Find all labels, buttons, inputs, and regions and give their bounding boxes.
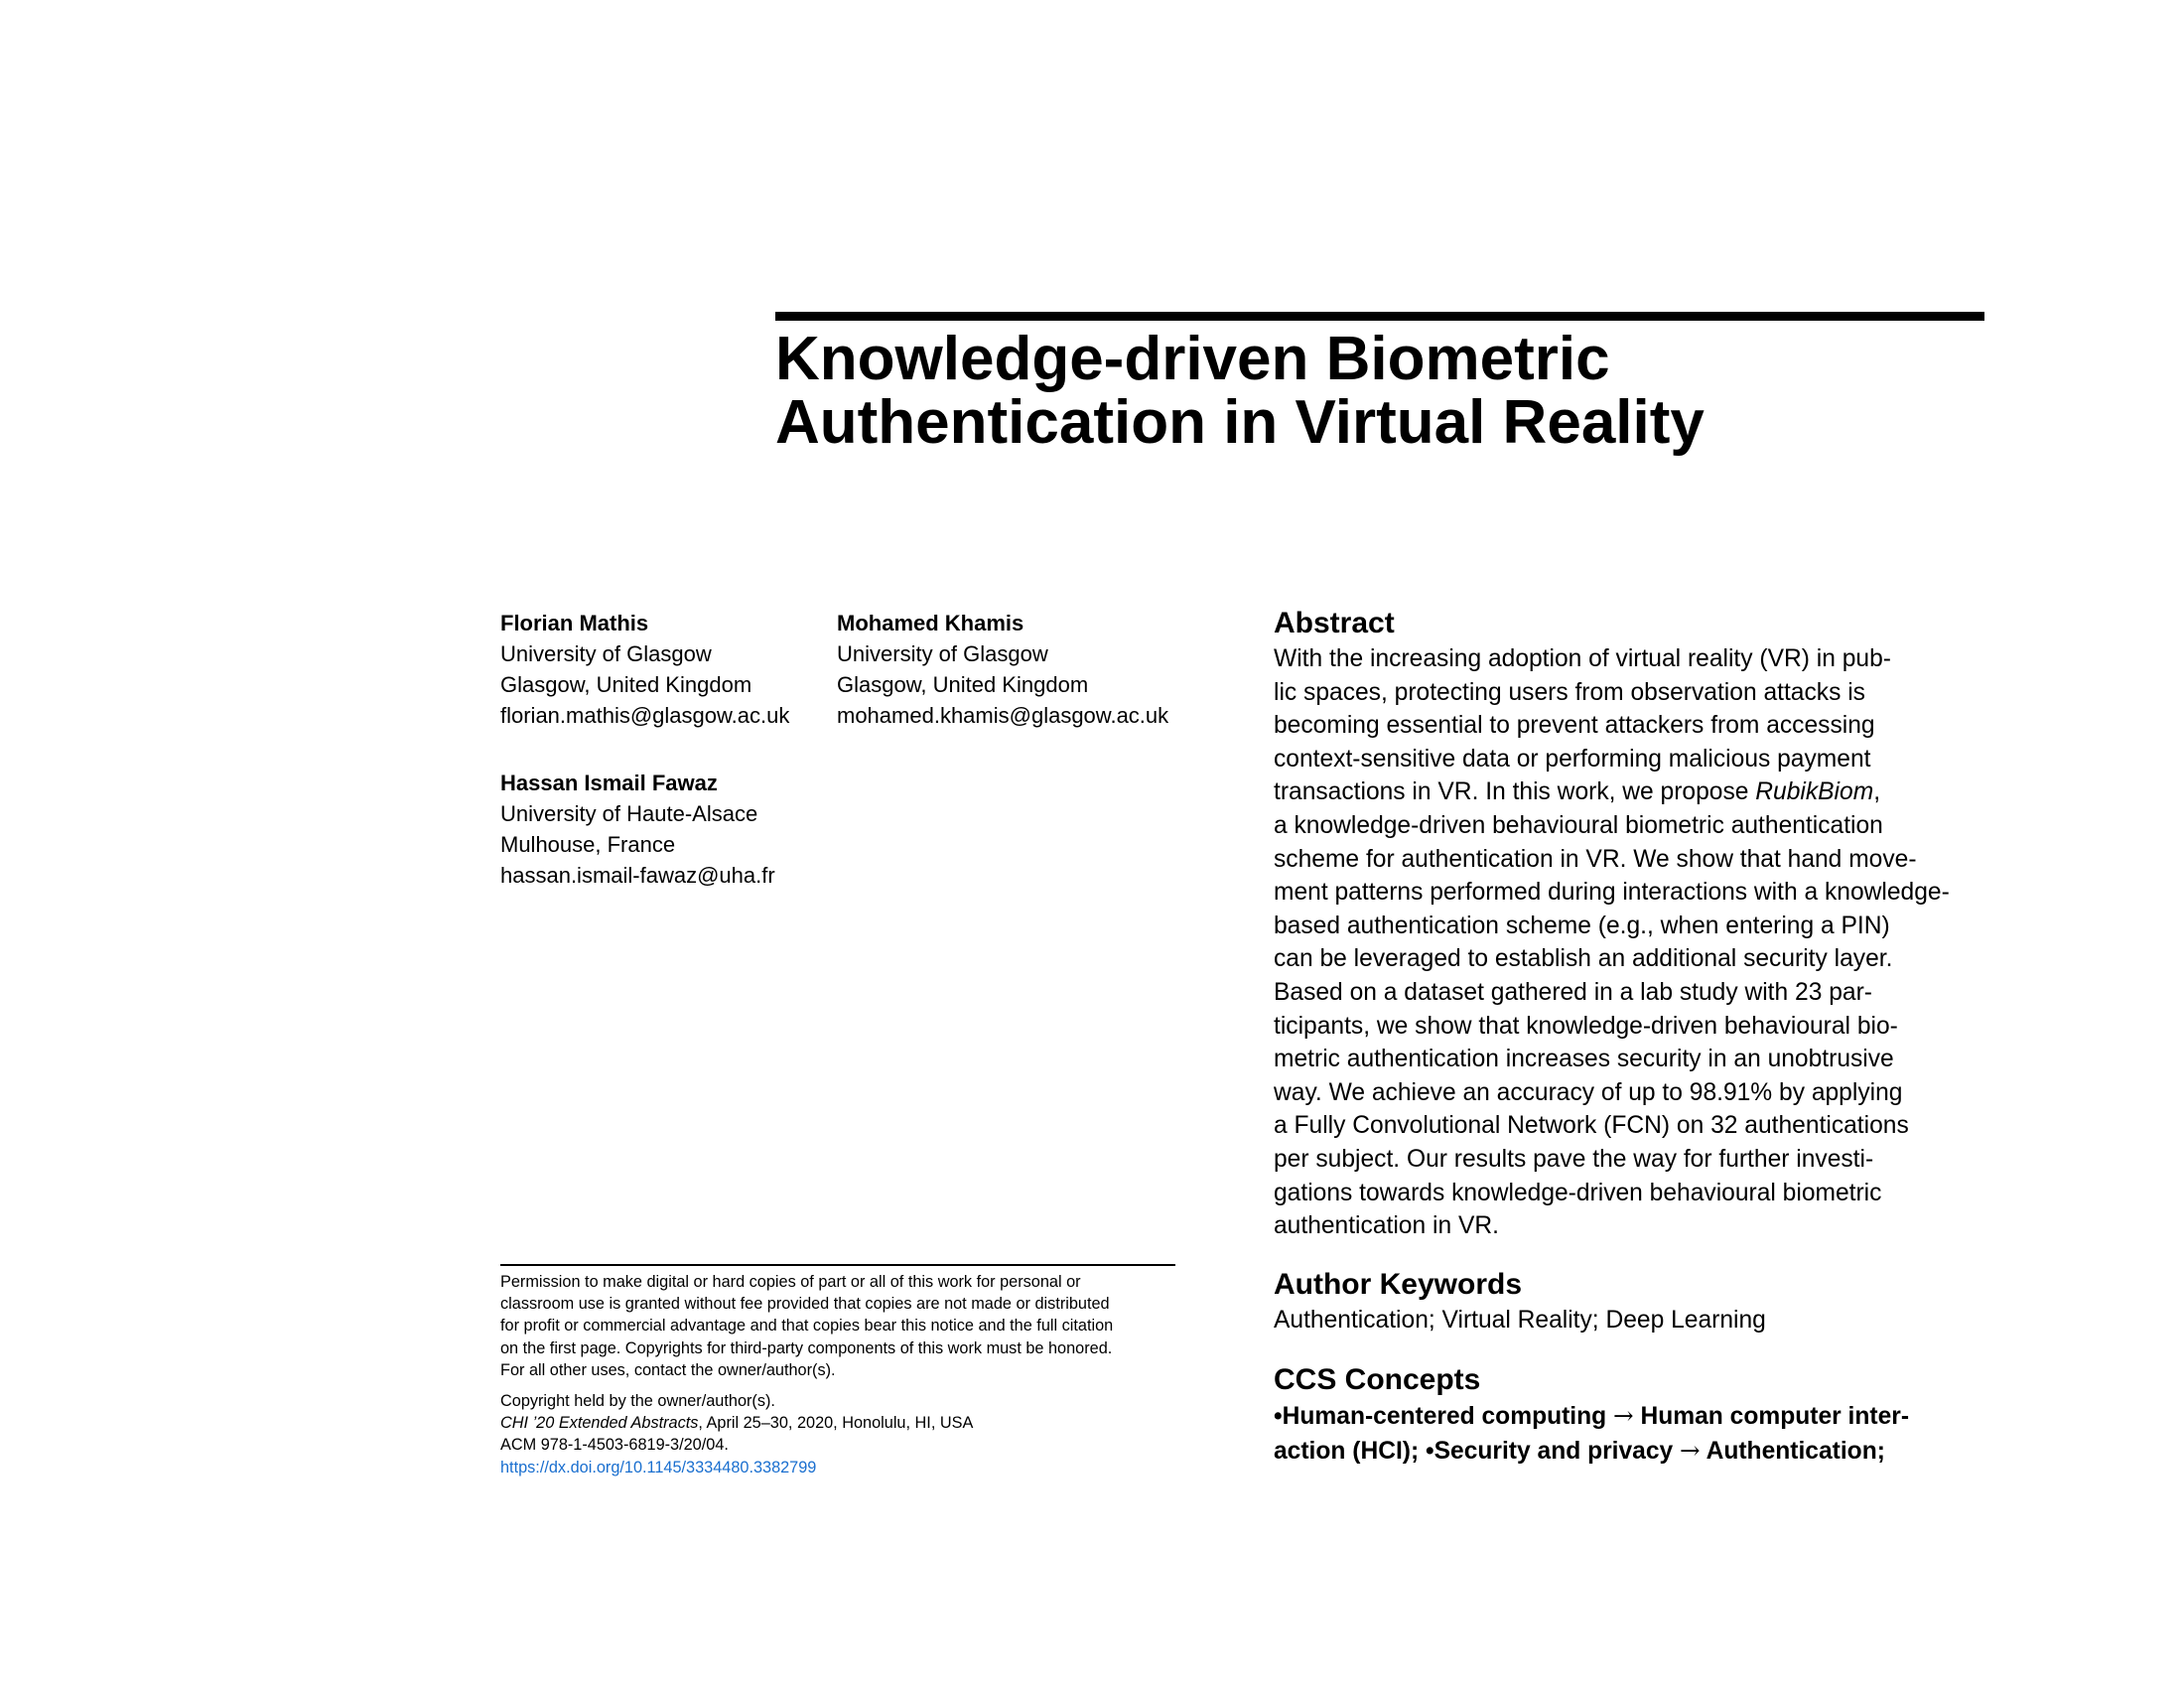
- author-affiliation: University of Glasgow: [500, 641, 712, 666]
- isbn-line: ACM 978-1-4503-6819-3/20/04.: [500, 1436, 729, 1455]
- venue-details: , April 25–30, 2020, Honolulu, HI, USA: [698, 1414, 974, 1433]
- scheme-name: RubikBiom: [1755, 778, 1874, 806]
- right-arrow-icon: →: [1680, 1435, 1701, 1465]
- keywords-text: Authentication; Virtual Reality; Deep Learning: [1274, 1307, 1766, 1334]
- title-line-1: Knowledge-driven Biometric: [775, 325, 1610, 393]
- copyright-line: Copyright held by the owner/author(s).: [500, 1392, 775, 1410]
- ccs-concept: •Human-centered computing: [1274, 1403, 1614, 1430]
- abstract-heading: Abstract: [1274, 607, 1395, 639]
- abstract-line: based authentication scheme (e.g., when entering a PIN): [1274, 912, 1890, 939]
- venue-line: [500, 1412, 973, 1434]
- abstract-line: can be leveraged to establish an additional security layer.: [1274, 945, 1893, 973]
- abstract-line: way. We achieve an accuracy of up to 98.91% by applying: [1274, 1078, 1903, 1106]
- permission-line: on the first page. Copyrights for third-party components of this work must be honored.: [500, 1338, 1113, 1357]
- author-email[interactable]: florian.mathis@glasgow.ac.uk: [500, 703, 790, 728]
- ccs-concepts: [1274, 1399, 1909, 1468]
- author-email[interactable]: hassan.ismail-fawaz@uha.fr: [500, 863, 775, 888]
- author-block: [500, 608, 789, 731]
- venue-name: CHI ’20 Extended Abstracts: [500, 1414, 699, 1433]
- abstract-line: a Fully Convolutional Network (FCN) on 32 authentications: [1274, 1112, 1909, 1140]
- abstract-line: per subject. Our results pave the way for further investi-: [1274, 1145, 1874, 1173]
- keywords-heading: Author Keywords: [1274, 1268, 1523, 1301]
- author-name: Mohamed Khamis: [837, 611, 1024, 635]
- doi-link[interactable]: https://dx.doi.org/10.1145/3334480.3382799: [500, 1458, 817, 1477]
- author-name: Florian Mathis: [500, 611, 649, 635]
- abstract-line: With the increasing adoption of virtual reality (VR) in pub-: [1274, 645, 1891, 672]
- abstract-line: Based on a dataset gathered in a lab study with 23 par-: [1274, 978, 1872, 1006]
- abstract-line: metric authentication increases security in an unobtrusive: [1274, 1046, 1894, 1073]
- abstract-line: scheme for authentication in VR. We show that hand move-: [1274, 845, 1917, 873]
- permission-line: Permission to make digital or hard copies of part or all of this work for personal or: [500, 1273, 1081, 1291]
- footnote-rule: [500, 1264, 1175, 1266]
- permission-line: For all other uses, contact the owner/author(s).: [500, 1360, 836, 1379]
- permission-line: for profit or commercial advantage and that copies bear this notice and the full citation: [500, 1317, 1114, 1336]
- abstract-line: a knowledge-driven behavioural biometric authentication: [1274, 811, 1883, 839]
- author-location: Mulhouse, France: [500, 832, 676, 857]
- abstract-line-text: transactions in VR. In this work, we propose: [1274, 778, 1756, 806]
- ccs-concept: Human computer inter-: [1633, 1403, 1910, 1430]
- abstract-line: context-sensitive data or performing malicious payment: [1274, 745, 1871, 773]
- scheme-suffix: ,: [1873, 778, 1881, 806]
- author-location: Glasgow, United Kingdom: [500, 672, 752, 697]
- title-line-2: Authentication in Virtual Reality: [775, 388, 1705, 457]
- abstract-body: [1274, 642, 1950, 1243]
- author-block: [500, 768, 775, 891]
- right-arrow-icon: →: [1613, 1401, 1634, 1430]
- author-block: [837, 608, 1168, 731]
- permission-line: classroom use is granted without fee provided that copies are not made or distributed: [500, 1295, 1110, 1314]
- paper-title: [775, 325, 1986, 457]
- ccs-line: [1274, 1399, 1909, 1434]
- abstract-line: ment patterns performed during interactions with a knowledge-: [1274, 879, 1950, 907]
- author-affiliation: University of Haute-Alsace: [500, 801, 758, 826]
- ccs-heading: CCS Concepts: [1274, 1363, 1481, 1396]
- ccs-concept: action (HCI); •Security and privacy: [1274, 1437, 1681, 1465]
- publication-info: [500, 1390, 973, 1478]
- title-rule: [775, 312, 1984, 321]
- ccs-line: [1274, 1434, 1909, 1469]
- abstract-line: [1274, 775, 1950, 809]
- abstract-line: becoming essential to prevent attackers from accessing: [1274, 712, 1875, 740]
- abstract-line: lic spaces, protecting users from observation attacks is: [1274, 678, 1865, 706]
- author-affiliation: University of Glasgow: [837, 641, 1048, 666]
- author-location: Glasgow, United Kingdom: [837, 672, 1089, 697]
- abstract-line: ticipants, we show that knowledge-driven behavioural bio-: [1274, 1012, 1898, 1040]
- abstract-line: authentication in VR.: [1274, 1212, 1499, 1240]
- permission-notice: [500, 1271, 1195, 1381]
- author-name: Hassan Ismail Fawaz: [500, 771, 718, 795]
- abstract-line: gations towards knowledge-driven behavioural biometric: [1274, 1179, 1882, 1206]
- author-email[interactable]: mohamed.khamis@glasgow.ac.uk: [837, 703, 1169, 728]
- ccs-concept: Authentication;: [1700, 1437, 1885, 1465]
